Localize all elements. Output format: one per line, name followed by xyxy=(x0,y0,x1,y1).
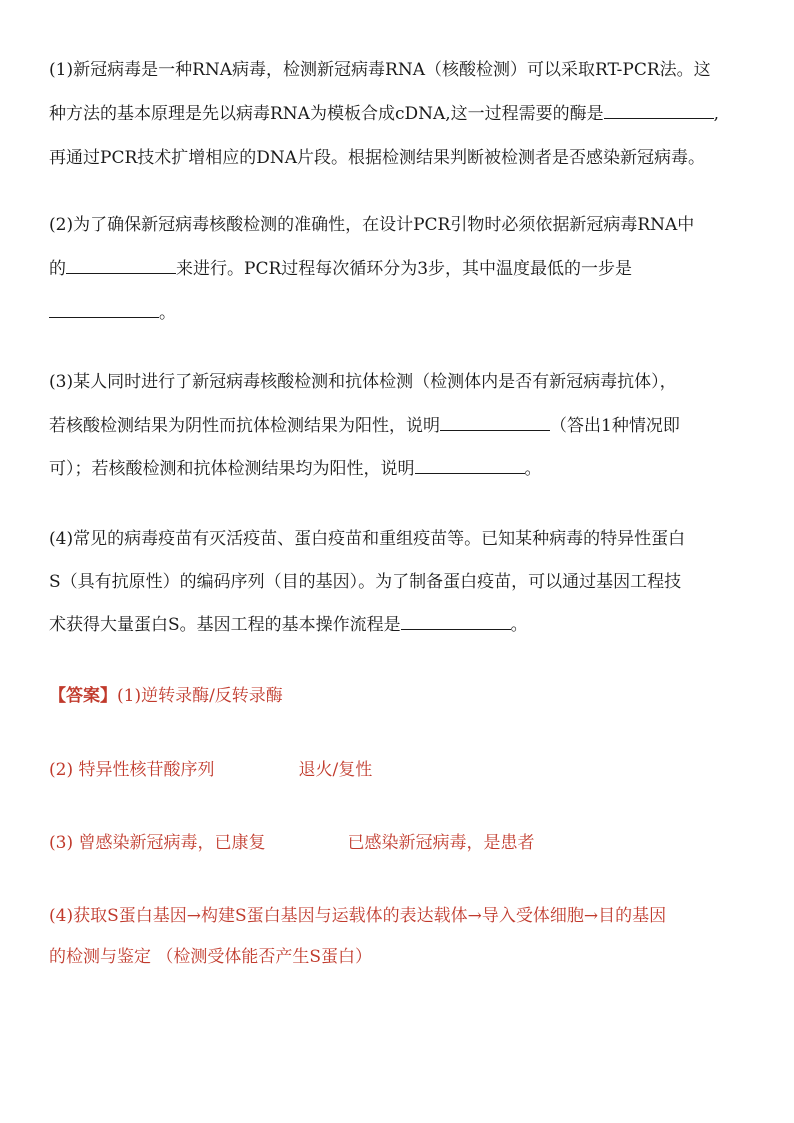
q1-blank[interactable] xyxy=(604,101,714,119)
answer-3-part2: 已感染新冠病毒，是患者 xyxy=(347,833,535,853)
answer-1: (1)逆转录酶/反转录酶 xyxy=(117,686,283,706)
q3-blank-2[interactable] xyxy=(415,456,525,474)
q1-line2: 种方法的基本原理是先以病毒RNA为模板合成cDNA,这一过程需要的酶是 , xyxy=(49,101,719,126)
answer-line4: (4)获取S蛋白基因→构建S蛋白基因与运载体的表达载体→导入受体细胞→目的基因 xyxy=(49,906,667,926)
q2-line1: (2)为了确保新冠病毒核酸检测的准确性，在设计PCR引物时必须依据新冠病毒RNA中 xyxy=(49,215,695,235)
answer-line5 xyxy=(49,945,372,969)
q3-blank-1[interactable] xyxy=(440,413,550,431)
q4-line2: S（具有抗原性）的编码序列（目的基因）。为了制备蛋白疫苗，可以通过基因工程技 xyxy=(49,572,682,592)
answer-line2: (2) 特异性核苷酸序列 退火/复性 xyxy=(49,760,373,780)
answer-2-part2: 退火/复性 xyxy=(298,760,373,780)
answer-3-part1: 曾感染新冠病毒，已康复 xyxy=(78,833,266,853)
q2-line3: 。 xyxy=(49,300,176,325)
answer-line1 xyxy=(49,684,283,708)
answer-line3: (3) 曾感染新冠病毒，已康复 已感染新冠病毒，是患者 xyxy=(49,833,535,853)
q2-line2: 的 来进行。PCR过程每次循环分为3步，其中温度最低的一步是 xyxy=(49,256,632,281)
answer-label: 【答案】 xyxy=(49,686,117,706)
q3-line1: (3)某人同时进行了新冠病毒核酸检测和抗体检测（检测体内是否有新冠病毒抗体）， xyxy=(49,372,677,392)
q4-line1: (4)常见的病毒疫苗有灭活疫苗、蛋白疫苗和重组疫苗等。已知某种病毒的特异性蛋白 xyxy=(49,529,686,549)
q2-blank-1[interactable] xyxy=(66,256,176,274)
q1-line3: 再通过PCR技术扩增相应的DNA片段。根据检测结果判断被检测者是否感染新冠病毒。 xyxy=(49,148,706,168)
answer-4-line2: 的检测与鉴定 （检测受体能否产生S蛋白） xyxy=(49,947,373,967)
q1-line1: (1)新冠病毒是一种RNA病毒，检测新冠病毒RNA（核酸检测）可以采取RT-PCR法。这 xyxy=(49,60,711,80)
answer-2-part1: 特异性核苷酸序列 xyxy=(78,760,215,780)
q4-blank[interactable] xyxy=(401,612,511,630)
q2-blank-2[interactable] xyxy=(49,300,159,318)
answer-4-line1: 获取S蛋白基因→构建S蛋白基因与运载体的表达载体→导入受体细胞→目的基因 xyxy=(73,906,667,926)
q4-line3: 术获得大量蛋白S。基因工程的基本操作流程是 。 xyxy=(49,612,528,637)
q3-line2: 若核酸检测结果为阴性而抗体检测结果为阳性，说明 （答出1种情况即 xyxy=(49,413,680,438)
q3-line3: 可）；若核酸检测和抗体检测结果均为阳性，说明 。 xyxy=(49,456,542,481)
